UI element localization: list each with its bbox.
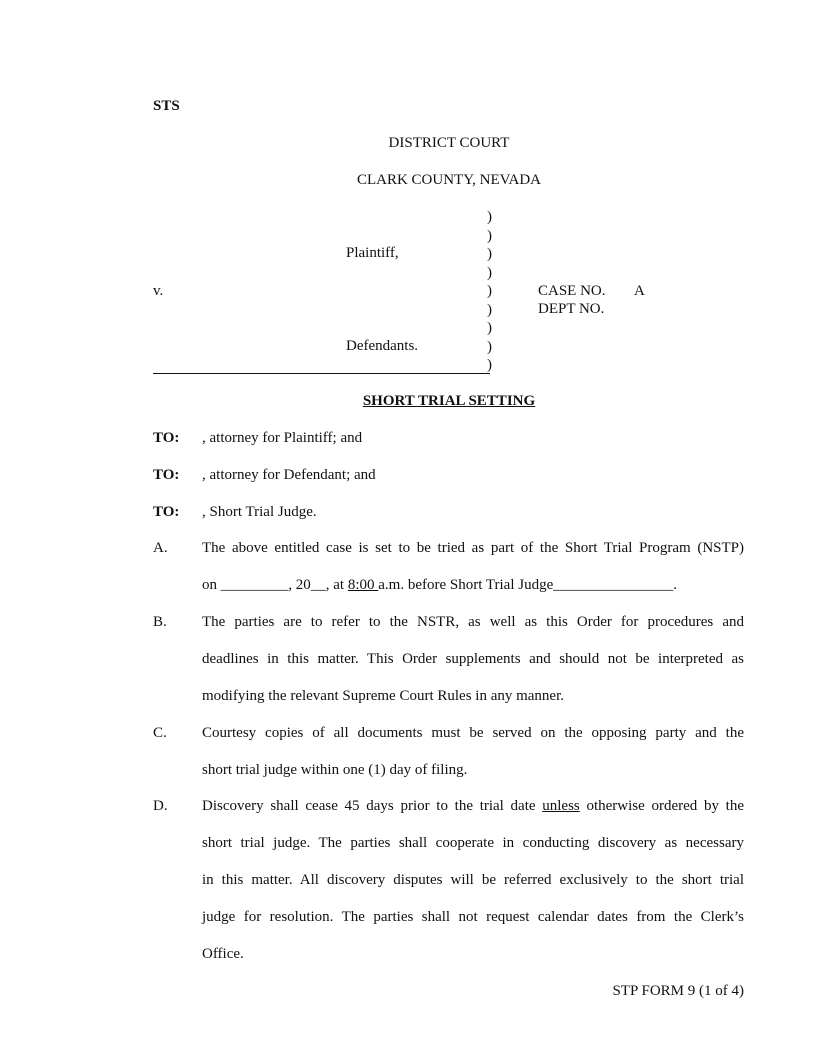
paragraph-letter-c: C. xyxy=(153,725,167,741)
plaintiff-label: Plaintiff, xyxy=(346,245,399,261)
paragraph-letter-b: B. xyxy=(153,614,167,630)
paragraph-c-line: short trial judge within one (1) day of filing. xyxy=(202,762,468,778)
trial-time: 8:00 xyxy=(347,577,379,593)
form-code: STS xyxy=(153,98,180,114)
paragraph-c xyxy=(202,715,744,789)
paragraph-d-line xyxy=(202,788,744,825)
paragraph-b xyxy=(202,604,744,715)
paragraph-b-line: The parties are to refer to the NSTR, as well as this Order for procedures and xyxy=(202,614,744,630)
paragraph-b-line: deadlines in this matter. This Order supplements and should not be interpreted as xyxy=(202,651,744,667)
paragraph-c-line: Courtesy copies of all documents must be served on the opposing party and the xyxy=(202,725,744,741)
caption-paren: ) xyxy=(487,227,492,244)
page-footer: STP FORM 9 (1 of 4) xyxy=(612,983,744,999)
versus-label: v. xyxy=(153,283,164,299)
dept-no-label: DEPT NO. xyxy=(538,301,605,317)
paragraph-a-line xyxy=(202,567,744,604)
paragraph-a xyxy=(202,530,744,604)
court-name: DISTRICT COURT xyxy=(388,135,510,151)
caption-paren: ) xyxy=(487,246,492,262)
paragraph-d-line: judge for resolution. The parties shall not request calendar dates from the Clerk’s xyxy=(202,909,744,925)
caption-paren: ) xyxy=(487,320,492,336)
caption-paren: ) xyxy=(487,264,492,281)
caption-parentheses xyxy=(487,208,492,375)
paragraph-letter-d: D. xyxy=(153,798,168,814)
caption-paren: ) xyxy=(487,357,492,373)
case-no-value: A xyxy=(634,283,645,299)
trial-date-text: on _________, 20__, at xyxy=(202,577,348,593)
discovery-text-suffix: otherwise ordered by the xyxy=(579,798,744,814)
caption-underline xyxy=(153,373,490,374)
to-plaintiff-attorney: , attorney for Plaintiff; and xyxy=(202,430,363,446)
paragraph-d-line: short trial judge. The parties shall cooperate in conducting discovery as necessary xyxy=(202,835,744,851)
paragraph-b-line: modifying the relevant Supreme Court Rules in any manner. xyxy=(202,688,565,704)
discovery-text: Discovery shall cease 45 days prior to the trial date xyxy=(202,798,543,814)
paragraph-letter-a: A. xyxy=(153,540,168,556)
case-no-label: CASE NO. xyxy=(538,283,606,299)
to-label: TO: xyxy=(153,467,180,483)
to-label: TO: xyxy=(153,504,180,520)
paragraph-d-line: in this matter. All discovery disputes will be referred exclusively to the short trial xyxy=(202,872,744,888)
county-name: CLARK COUNTY, NEVADA xyxy=(356,172,542,188)
to-label: TO: xyxy=(153,430,180,446)
defendants-label: Defendants. xyxy=(346,338,419,354)
caption-paren: ) xyxy=(487,283,492,299)
to-defendant-attorney: , attorney for Defendant; and xyxy=(202,467,376,483)
paragraph-d xyxy=(202,788,744,973)
to-short-trial-judge: , Short Trial Judge. xyxy=(202,504,317,520)
document-title: SHORT TRIAL SETTING xyxy=(362,393,536,409)
unless-emphasis: unless xyxy=(542,798,580,814)
caption-paren: ) xyxy=(487,338,492,355)
paragraph-d-line: Office. xyxy=(202,946,244,962)
paragraph-a-line: The above entitled case is set to be tried as part of the Short Trial Program (NSTP) xyxy=(202,540,744,556)
caption-paren: ) xyxy=(487,209,492,225)
caption-paren: ) xyxy=(487,301,492,318)
trial-judge-text: a.m. before Short Trial Judge________________. xyxy=(378,577,677,593)
